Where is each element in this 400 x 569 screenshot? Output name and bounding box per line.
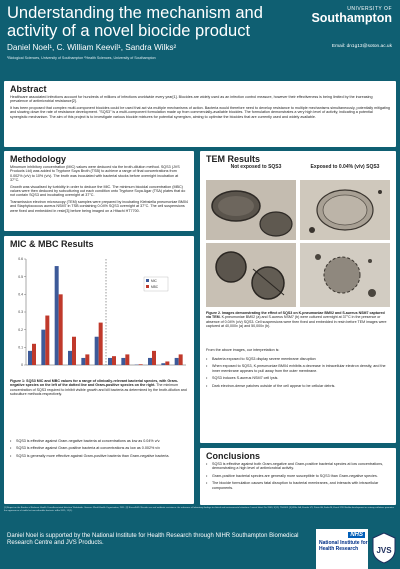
bar-mbc: [32, 344, 36, 365]
tem-right-label: Exposed to 0.04% (v/v) SQS3: [310, 164, 380, 170]
mic-bullets: [4, 439, 194, 461]
tem-caption-bold: Figure 2. Images demonstrating the effect of SQS3 on K.pneumoniae BM02 and S.aureus NSM7 captured via TEM.: [206, 311, 385, 320]
tem-heading: TEM Results: [206, 154, 261, 164]
tem-bullets: [200, 357, 396, 391]
bar-mic: [55, 266, 59, 365]
references: [1] Report on the Burden of Endemic Health Care-Associated Infection Worldwide. Geneva: World Health Organization, 2011. [2] Russell AD. Biocide use and antibiotic resistance: the relevance of laboratory findings to clinical and environmental situations. Lancet Infect Dis 2003; 3(12): 794-803. [3] Wilks SA, Koerfer VV, Prieto JA, Fader M, Keevil CW. Biofilm development on urinary catheters promotes the appearance of viable but nonculturable bacteria. mBio 2021; 12(2).: [4, 507, 394, 512]
authors: Daniel Noel¹, C. William Keevil¹, Sandra Wilks²: [7, 43, 177, 52]
logo-big-text: Southampton: [311, 11, 392, 25]
conclusions-bullets: [200, 462, 396, 490]
methodology-heading: Methodology: [10, 154, 66, 164]
email: Email: dn1g13@soton.ac.uk: [331, 44, 392, 49]
list-item: • SQS3 is effective against both Gram-negative and Gram-positive bacterial species at low concentrations, demonstrating a high level of antimicrobial activity.: [206, 462, 390, 471]
conclusions-panel: [200, 448, 396, 505]
methodology-p1: Minumum inhibitory concentration (MIC) values were deduced via the broth-dilution method. SQS3 (JVS Products Ltd) was added to Tryptone Soya Broth (TSB) to achieve a range of final concentrations from 0.002% (v/v) to 10% (v/v). The broth was inoculated with bacterial stocks before overnight incubation at 37°C.: [10, 165, 180, 183]
bar-mbc: [85, 354, 89, 365]
y-tick-label: 0.1: [18, 345, 23, 350]
poster-header: [0, 0, 400, 72]
legend-label: MIC: [151, 278, 157, 283]
university-logo: [311, 6, 392, 25]
abstract-heading: Abstract: [10, 84, 47, 94]
list-item: • Dark electron-dense patches outside of the cell appear to be cellular debris.: [206, 384, 390, 388]
list-item: • Bacteria exposed to SQS3 display severe membrane disruption: [206, 357, 390, 361]
methodology-panel: [4, 151, 194, 231]
bar-mbc: [59, 294, 63, 365]
abstract-p2: It has been proposed that complex multi-component biocides could be used that act via multiple mechanisms of action. Bacteria would therefore need to develop resistance to multiple mechanisms simultaneously, potentially mitigating and slowing down the rate of resistance development. "SQS3" is a multi-component formulation made up from commercially-available biocides. The formulation demonstrates a very high level of activity, indicating a potential synergistic mechanism. The aim of this project is to investigate various biocide mixtures for potential synergism, aiming to optimise the biocides that are currently used and widely available.: [10, 105, 390, 119]
bar-mic: [28, 351, 32, 365]
bar-mic: [148, 358, 152, 365]
bar-mbc: [45, 316, 49, 365]
bar-mic: [175, 358, 179, 365]
legend-swatch: [146, 279, 149, 282]
logo-small-text: UNIVERSITY OF: [347, 6, 392, 12]
tem-panel: [200, 151, 396, 443]
y-tick-label: 0.4: [18, 292, 23, 297]
nihr-text: National Institute for Health Research: [319, 540, 368, 552]
legend-label: MBC: [151, 284, 159, 289]
bar-mbc: [72, 337, 76, 365]
list-item: • Gram-positive bacterial species are generally more susceptible to SQS3 than Gram-negative species.: [206, 474, 390, 478]
methodology-p3: Transmission electron microscopy (TEM) samples were prepared by incubating Klebsiella pneumoniae BM04 and Staphylococcus aureus NSM7 in TSB containing 0.04% SQS3 overnight at 37°C. The cell suspensions were fixed and embedded in resin[3] before being imaged on a Hitachi HT7700.: [10, 199, 188, 213]
bar-mbc: [112, 356, 116, 365]
poster-title: Understanding the mechanism and activity of a novel biocide product: [7, 4, 263, 40]
list-item: • SQS3 is generally more effective against Gram-positive bacteria than Gram-negative bacteria.: [10, 454, 188, 458]
bar-mbc: [139, 364, 143, 365]
bar-mic: [81, 358, 85, 365]
bar-mic: [41, 330, 45, 365]
jvs-logo: [372, 532, 396, 564]
mic-heading: MIC & MBC Results: [10, 239, 94, 249]
mic-caption-rest: The minimum concentration of SQS3 required to inhibit visible growth and kill bacteria as determined by the broth-dilution and subculture methods respectively.: [10, 383, 187, 396]
tem-caption: [200, 311, 396, 328]
nihr-logo: [316, 529, 368, 569]
mic-caption: [4, 379, 194, 396]
bar-mic: [161, 363, 165, 365]
bar-mic: [121, 358, 125, 365]
nhs-badge: NHS: [350, 532, 363, 538]
abstract-panel: [4, 81, 396, 147]
tem-caption-rest: K.pneumoniae BM02 (a) and S.aureus NSM7 (b) were cultured overnight at 37°C in the presence or absence of 0.04% (v/v) SQS3. Cell suspensions were then fixed and embedded in resin before TEM images were captured at 40,000x (a) and 50,000x (b).: [206, 315, 387, 328]
bar-mbc: [165, 361, 169, 365]
legend-swatch: [146, 285, 149, 288]
bar-mbc: [152, 351, 156, 365]
tem-intro: From the above images, our interpretation is:: [206, 348, 280, 352]
bar-mbc: [99, 323, 103, 365]
list-item: • SQS3 is effective against Gram-negative bacteria at concentrations as low as 0.04% v/v.: [10, 439, 188, 443]
mic-chart: [8, 253, 190, 377]
y-tick-label: 0.3: [18, 310, 23, 315]
mic-caption-bold: Figure 1: SQS3 MIC and MBC values for a range of clinically-relevant bacterial species, with Gram-negative species on the left of the dotted line and Gram-positive species on the right.: [10, 379, 178, 388]
jvs-logo-text: JVS: [376, 546, 392, 555]
affiliations: ¹Biological Sciences, University of Southampton ²Health Sciences, University of Southampton: [7, 56, 156, 60]
list-item: • The biocide formulation causes fatal disruption to bacterial membranes, and interacts with intracellular components.: [206, 481, 390, 490]
tem-image-b-control: [206, 243, 296, 307]
bar-mic: [95, 337, 99, 365]
tem-image-b-exposed: [300, 243, 390, 307]
list-item: • SQS3 induces S.aureus NSM7 cell lysis.: [206, 376, 390, 380]
bar-mbc: [125, 354, 129, 365]
methodology-p2: Growth was visualised by turbidity in order to deduce the MIC. The minimum biocidal concentration (MBC) values were then deduced by subculturing out each condition onto Tryptone Soya Agar (TSA) plates that do not contain SQS3 and incubating overnight at 37°C.: [10, 184, 186, 198]
y-tick-label: 0.5: [18, 274, 23, 279]
conclusions-heading: Conclusions: [206, 451, 261, 461]
tem-image-a-control: [206, 180, 296, 240]
list-item: • When exposed to SQS3, K.pneumoniae BM04 exhibits a decrease in intracellular electron density, and the inner membrane appears to pull away from the outer membrane.: [206, 364, 390, 373]
bar-mbc: [179, 354, 183, 365]
funding-text: Daniel Noel is supported by the National Institute for Health Research through NIHR Southampton Biomedical Research Centre and JVS Products.: [7, 533, 299, 546]
abstract-body: [4, 95, 396, 119]
y-tick-label: 0.6: [18, 257, 23, 262]
mic-chart-svg: [8, 253, 190, 377]
tem-image-a-exposed: [300, 180, 390, 240]
list-item: • SQS3 is effective against Gram-positive bacteria at concentrations as low as 0.002% v/v: [10, 446, 188, 450]
mic-panel: [4, 236, 194, 504]
bar-mic: [108, 358, 112, 365]
y-tick-label: 0.2: [18, 327, 23, 332]
methodology-body: [4, 165, 194, 213]
abstract-p1: Healthcare associated infections account for hundreds of millions of infections worldwide every year[1]. Biocides are widely used as an infection control measure, however their effectiveness is being limited by the increasing prevalence of antimicrobial resistance[2].: [10, 95, 373, 104]
bar-mic: [68, 351, 72, 365]
y-tick-label: 0: [21, 363, 23, 368]
tem-left-label: Not exposed to SQS3: [230, 164, 282, 170]
